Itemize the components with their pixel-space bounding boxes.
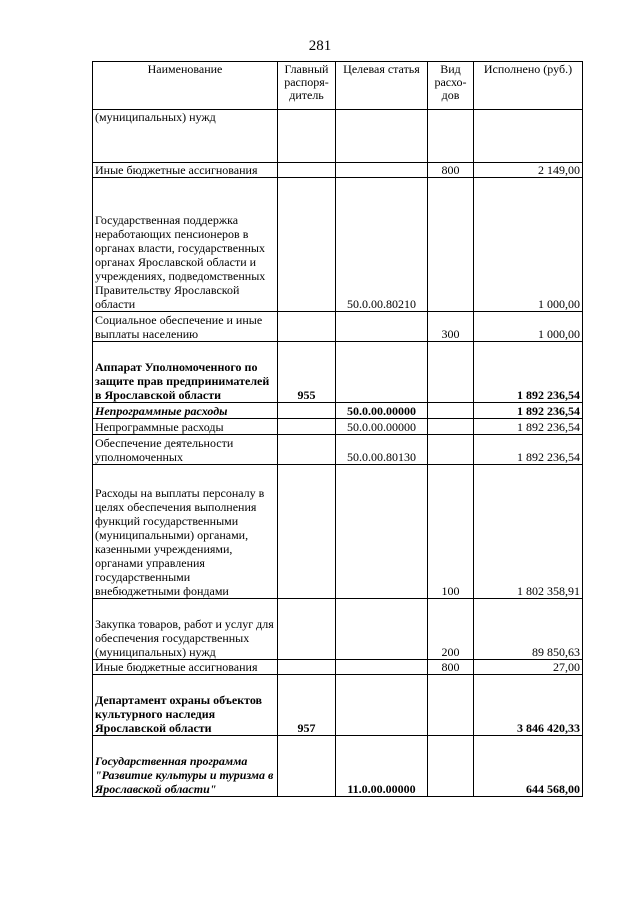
cell-type bbox=[428, 178, 474, 312]
cell-executed: 1 000,00 bbox=[474, 178, 583, 312]
cell-name: Иные бюджетные ассигнования bbox=[93, 660, 278, 675]
cell-name: Расходы на выплаты персоналу в целях обеспечения выполнения функций государственными (муниципальными) органами, казенными учреждениями, органами управления государственными внебюджетными фондами bbox=[93, 465, 278, 599]
header-type: Вид расхо-дов bbox=[428, 62, 474, 110]
cell-target bbox=[336, 465, 428, 599]
table-row bbox=[93, 342, 583, 403]
cell-target bbox=[336, 660, 428, 675]
table-row bbox=[93, 435, 583, 465]
cell-executed: 89 850,63 bbox=[474, 599, 583, 660]
cell-admin bbox=[278, 419, 336, 435]
cell-admin bbox=[278, 163, 336, 178]
table-row bbox=[93, 403, 583, 419]
cell-type: 200 bbox=[428, 599, 474, 660]
cell-admin bbox=[278, 736, 336, 797]
cell-executed: 1 000,00 bbox=[474, 312, 583, 342]
cell-executed: 644 568,00 bbox=[474, 736, 583, 797]
cell-executed: 1 892 236,54 bbox=[474, 403, 583, 419]
budget-table bbox=[92, 61, 583, 797]
table-row bbox=[93, 599, 583, 660]
table-row bbox=[93, 660, 583, 675]
cell-admin bbox=[278, 312, 336, 342]
table-row bbox=[93, 465, 583, 599]
cell-executed: 1 892 236,54 bbox=[474, 435, 583, 465]
table-row bbox=[93, 419, 583, 435]
cell-name: Закупка товаров, работ и услуг для обеспечения государственных (муниципальных) нужд bbox=[93, 599, 278, 660]
cell-target bbox=[336, 342, 428, 403]
cell-target: 50.0.00.00000 bbox=[336, 419, 428, 435]
cell-type: 800 bbox=[428, 163, 474, 178]
cell-name: Непрограммные расходы bbox=[93, 419, 278, 435]
cell-admin bbox=[278, 178, 336, 312]
cell-type bbox=[428, 342, 474, 403]
cell-type bbox=[428, 110, 474, 163]
cell-admin: 955 bbox=[278, 342, 336, 403]
cell-name: Аппарат Уполномоченного по защите прав предпринимателей в Ярославской области bbox=[93, 342, 278, 403]
cell-name: Непрограммные расходы bbox=[93, 403, 278, 419]
cell-executed: 1 892 236,54 bbox=[474, 342, 583, 403]
cell-admin bbox=[278, 465, 336, 599]
table-row bbox=[93, 675, 583, 736]
cell-name: Департамент охраны объектов культурного наследия Ярославской области bbox=[93, 675, 278, 736]
header-name: Наименование bbox=[93, 62, 278, 110]
header-admin: Главный распоря-дитель bbox=[278, 62, 336, 110]
cell-target: 50.0.00.80210 bbox=[336, 178, 428, 312]
cell-target bbox=[336, 110, 428, 163]
cell-admin bbox=[278, 403, 336, 419]
cell-type: 800 bbox=[428, 660, 474, 675]
cell-name: Социальное обеспечение и иные выплаты населению bbox=[93, 312, 278, 342]
cell-target: 50.0.00.00000 bbox=[336, 403, 428, 419]
cell-executed: 1 802 358,91 bbox=[474, 465, 583, 599]
cell-name: Государственная поддержка неработающих пенсионеров в органах власти, государственных органах Ярославской области и учреждениях, подведомственных Правительству Ярославской области bbox=[93, 178, 278, 312]
cell-name: Государственная программа "Развитие культуры и туризма в Ярославской области" bbox=[93, 736, 278, 797]
table-row bbox=[93, 178, 583, 312]
cell-admin: 957 bbox=[278, 675, 336, 736]
table-row bbox=[93, 110, 583, 163]
table-row bbox=[93, 736, 583, 797]
cell-target bbox=[336, 599, 428, 660]
cell-type bbox=[428, 419, 474, 435]
cell-target: 50.0.00.80130 bbox=[336, 435, 428, 465]
cell-type bbox=[428, 736, 474, 797]
header-target: Целевая статья bbox=[336, 62, 428, 110]
cell-target bbox=[336, 163, 428, 178]
cell-type bbox=[428, 403, 474, 419]
cell-admin bbox=[278, 435, 336, 465]
cell-type bbox=[428, 675, 474, 736]
header-executed: Исполнено (руб.) bbox=[474, 62, 583, 110]
cell-name: (муниципальных) нужд bbox=[93, 110, 278, 163]
cell-admin bbox=[278, 110, 336, 163]
cell-executed: 3 846 420,33 bbox=[474, 675, 583, 736]
cell-target: 11.0.00.00000 bbox=[336, 736, 428, 797]
cell-executed: 1 892 236,54 bbox=[474, 419, 583, 435]
cell-name: Обеспечение деятельности уполномоченных bbox=[93, 435, 278, 465]
page-number: 281 bbox=[308, 38, 332, 54]
cell-admin bbox=[278, 660, 336, 675]
cell-type: 100 bbox=[428, 465, 474, 599]
cell-executed: 2 149,00 bbox=[474, 163, 583, 178]
cell-target bbox=[336, 312, 428, 342]
table-row bbox=[93, 312, 583, 342]
cell-target bbox=[336, 675, 428, 736]
cell-name: Иные бюджетные ассигнования bbox=[93, 163, 278, 178]
cell-admin bbox=[278, 599, 336, 660]
table-row bbox=[93, 163, 583, 178]
cell-type: 300 bbox=[428, 312, 474, 342]
cell-type bbox=[428, 435, 474, 465]
table-header-row bbox=[93, 62, 583, 110]
cell-executed bbox=[474, 110, 583, 163]
cell-executed: 27,00 bbox=[474, 660, 583, 675]
